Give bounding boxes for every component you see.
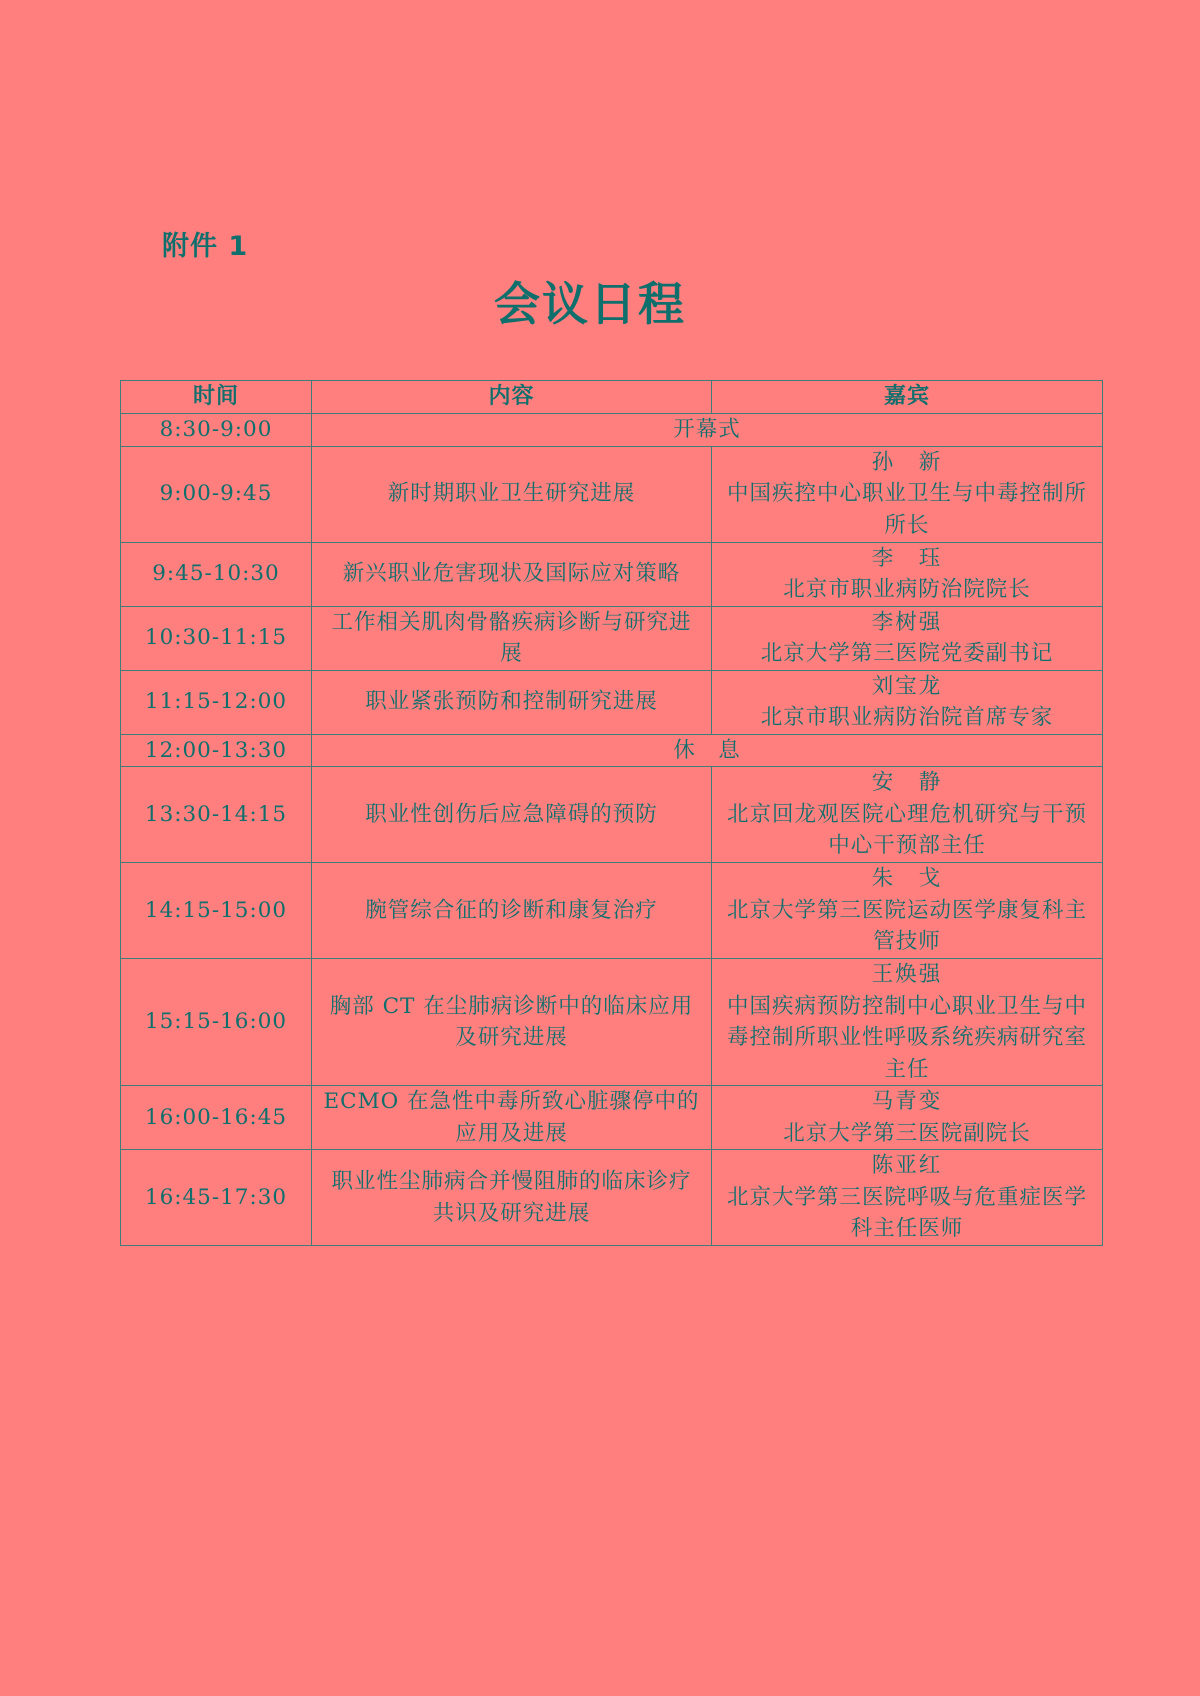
content-cell: 职业紧张预防和控制研究进展 (312, 670, 712, 734)
content-cell: 职业性创伤后应急障碍的预防 (312, 767, 712, 863)
content-cell: 新时期职业卫生研究进展 (312, 446, 712, 542)
table-row (121, 446, 1103, 542)
time-cell: 15:15-16:00 (121, 959, 312, 1086)
guest-title: 中国疾病预防控制中心职业卫生与中毒控制所职业性呼吸系统疾病研究室主任 (726, 993, 1087, 1082)
guest-title: 北京大学第三医院呼吸与危重症医学科主任医师 (726, 1184, 1087, 1242)
guest-title: 北京市职业病防治院首席专家 (760, 705, 1054, 730)
guest-title: 北京大学第三医院运动医学康复科主管技师 (726, 897, 1087, 955)
table-row (121, 606, 1103, 670)
time-cell: 14:15-15:00 (121, 863, 312, 959)
guest-cell (712, 1086, 1103, 1150)
table-header-row (121, 381, 1103, 414)
guest-cell (712, 1150, 1103, 1246)
time-cell: 9:45-10:30 (121, 542, 312, 606)
table-row (121, 863, 1103, 959)
guest-name: 王焕强 (871, 962, 943, 987)
content-cell: 新兴职业危害现状及国际应对策略 (312, 542, 712, 606)
guest-cell (712, 959, 1103, 1086)
opening-ceremony-cell (312, 414, 1103, 447)
table-row (121, 542, 1103, 606)
guest-title: 北京市职业病防治院院长 (783, 577, 1031, 602)
guest-name: 李树强 (871, 609, 943, 635)
time-cell: 10:30-11:15 (121, 606, 312, 670)
guest-name: 李 珏 (871, 545, 943, 571)
guest-name: 刘宝龙 (871, 673, 943, 699)
opening-ceremony-label: 开幕式 (673, 417, 741, 442)
guest-cell (712, 446, 1103, 542)
attachment-label: 附件 1 (162, 231, 249, 262)
guest-title: 北京大学第三医院副院长 (783, 1120, 1031, 1146)
time-cell: 11:15-12:00 (121, 670, 312, 734)
content-cell: 职业性尘肺病合并慢阻肺的临床诊疗共识及研究进展 (312, 1150, 712, 1246)
table-row-opening (121, 414, 1103, 447)
table-row (121, 959, 1103, 1086)
column-header-guest: 嘉宾 (712, 381, 1103, 414)
break-cell (312, 734, 1103, 767)
break-label: 休 息 (673, 737, 741, 763)
guest-cell (712, 670, 1103, 734)
guest-title: 北京大学第三医院党委副书记 (760, 641, 1054, 666)
time-cell: 16:00-16:45 (121, 1086, 312, 1150)
page-title: 会议日程 (494, 277, 686, 331)
guest-cell (712, 606, 1103, 670)
content-cell: 胸部 CT 在尘肺病诊断中的临床应用及研究进展 (312, 959, 712, 1086)
table-row (121, 767, 1103, 863)
content-cell: ECMO 在急性中毒所致心脏骤停中的应用及进展 (312, 1086, 712, 1150)
guest-cell (712, 542, 1103, 606)
time-cell: 13:30-14:15 (121, 767, 312, 863)
guest-name: 安 静 (871, 770, 943, 796)
guest-cell (712, 767, 1103, 863)
column-header-time: 时间 (121, 381, 312, 414)
time-cell: 9:00-9:45 (121, 446, 312, 542)
guest-cell (712, 863, 1103, 959)
guest-title: 北京回龙观医院心理危机研究与干预中心干预部主任 (726, 801, 1087, 859)
time-cell: 12:00-13:30 (121, 734, 312, 767)
schedule-table (120, 380, 1103, 1246)
guest-name: 马青变 (871, 1089, 943, 1114)
table-row (121, 1150, 1103, 1246)
guest-name: 孙 新 (871, 449, 943, 475)
column-header-content: 内容 (312, 381, 712, 414)
table-row (121, 670, 1103, 734)
guest-name: 陈亚红 (871, 1153, 943, 1179)
guest-title: 中国疾控中心职业卫生与中毒控制所所长 (726, 481, 1087, 538)
time-cell: 16:45-17:30 (121, 1150, 312, 1246)
table-row (121, 1086, 1103, 1150)
content-cell: 工作相关肌肉骨骼疾病诊断与研究进展 (312, 606, 712, 670)
time-cell: 8:30-9:00 (121, 414, 312, 447)
content-cell: 腕管综合征的诊断和康复治疗 (312, 863, 712, 959)
guest-name: 朱 戈 (871, 866, 943, 892)
table-row-break (121, 734, 1103, 767)
